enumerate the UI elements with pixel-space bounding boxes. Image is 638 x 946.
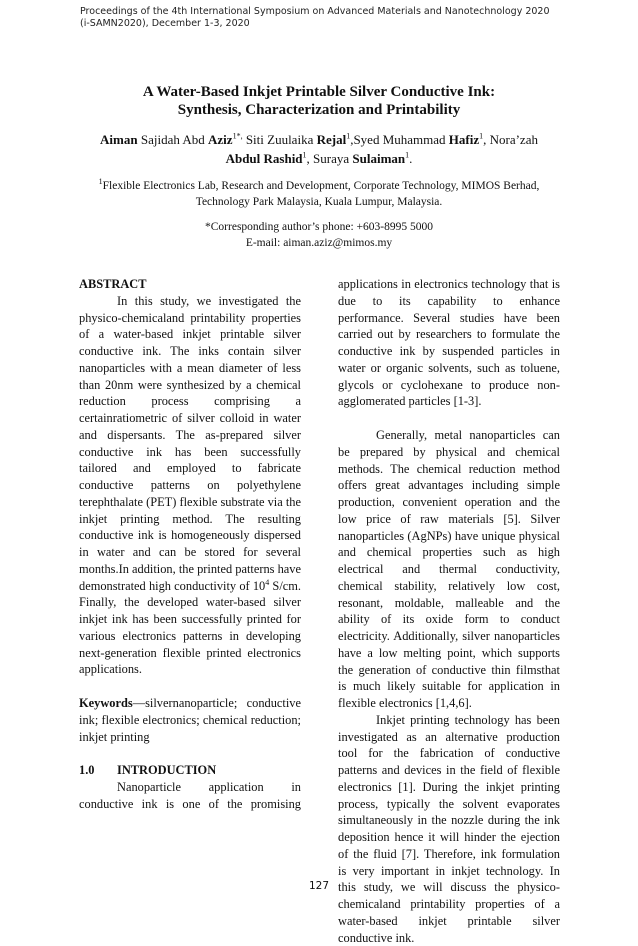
corresponding-phone: *Corresponding author’s phone: +603-8995 5000 [205, 221, 433, 233]
affiliation-line2: Technology Park Malaysia, Kuala Lumpur, Malaysia. [195, 196, 443, 208]
abstract-text-main: In this study, we investigated the physico-chemicaland printability properties of a water-based inkjet printable silver conductive ink. The inks contain silver nanoparticles with a mean diameter of less than 20nm were synthesized by a chemical reduction process comprising a certainratiometric of silver colloid in water and dispersants. The as-prepared silver conductive ink has been successfully tailored and employed to fabricate conductive patterns on polyethylene terephthalate (PET) flexible substrate via the inkjet printing method. The resulting conductive ink is homogeneously dispersed in water and can be stored for several months.In addition, the printed patterns have demonstrated high conductivity of 10 [79, 293, 301, 593]
author-1-affil-mark: 1*, [232, 131, 243, 141]
intro-paragraph-3: Inkjet printing technology has been investigated as an alternative production tool for the fabrication of conductive patterns and devices in the field of flexible electronics [1]. During the inkjet printing process, typically the solvent evaporates simultaneously in the nozzle during the ink deposition hence it will hinder the ejection of the fluid [7]. Therefore, ink formulation is very important in inkjet technology. In this study, we will discuss the physico-chemicaland printability properties of a water-based inkjet printable silver conductive ink. [338, 712, 560, 945]
keywords [79, 695, 301, 745]
running-header-line1: Proceedings of the 4th International Symposium on Advanced Materials and Nanotechnology 2020 [80, 6, 550, 17]
author-5-given: , Suraya [306, 151, 353, 166]
corresponding-email: E-mail: aiman.aziz@mimos.my [245, 237, 393, 249]
page-number: 127 [308, 880, 330, 892]
abstract-text-end: S/cm. Finally, the developed water-based silver inkjet ink has been successfully printed for various electronics patterns in developing next-generation flexible printed electronics applications. [79, 578, 302, 677]
intro-paragraph-1-continued: applications in electronics technology that is due to its capability to enhance performance. Several studies have been carried out by researchers to formulate the conductive ink by suspended particles in water or organic solvents, such as toluene, glycols or cyclohexane to produce non-agglomerated particles [1-3]. [338, 277, 560, 409]
abstract-heading: ABSTRACT [79, 277, 147, 291]
author-list [70, 130, 568, 168]
keywords-text: —silvernanoparticle; conductive ink; flexible electronics; chemical reduction; inkjet printing [79, 696, 301, 744]
author-4-surname: Abdul Rashid [225, 151, 303, 166]
author-5-surname: Sulaiman [352, 151, 406, 166]
introduction-title: INTRODUCTION [117, 763, 217, 778]
running-header-line2: (i-SAMN2020), December 1-3, 2020 [80, 18, 250, 29]
author-3-surname: Hafiz [448, 132, 480, 147]
title-line1: A Water-Based Inkjet Printable Silver Conductive Ink: [142, 84, 496, 100]
intro-paragraph-2: Generally, metal nanoparticles can be prepared by physical and chemical methods. The chemical reduction method offers great advantages including simple production, convenient operation and the low price of raw materials [5]. Silver nanoparticles (AgNPs) have unique physical and chemical properties such as high electrical and thermal conductivity, chemical stability, relatively low cost, resonant, moldable, malleable and the ability of its oxide form to conduct electricity. Additionally, silver nanoparticles have a low melting point, which supports the generation of conductive thin filmsthat is much likely suitable for application in flexible electronics [1,4,6]. [338, 428, 560, 710]
abstract-text [79, 293, 301, 678]
author-1-middle: Sajidah Abd [137, 132, 209, 147]
keywords-label: Keywords [79, 696, 133, 710]
corresponding-author [70, 219, 568, 251]
author-2-given: Siti Zuulaika [242, 132, 317, 147]
author-4-given: , Nora’zah [483, 132, 538, 147]
left-column [79, 276, 301, 813]
author-list-end: . [409, 151, 413, 166]
introduction-heading [79, 762, 301, 779]
author-3-given: ,Syed Muhammad [350, 132, 449, 147]
author-2-affil-mark: 1 [346, 131, 351, 141]
intro-paragraph-1: Nanoparticle application in conductive ink is one of the promising [79, 780, 301, 811]
author-5-affil-mark: 1 [405, 150, 410, 160]
paper-title [0, 83, 638, 119]
right-column [338, 276, 560, 946]
abstract-exponent: 4 [265, 577, 270, 587]
running-header [80, 6, 550, 30]
affiliation [70, 178, 568, 210]
affiliation-mark: 1 [98, 177, 103, 187]
author-2-surname: Rejal [316, 132, 347, 147]
introduction-number: 1.0 [79, 763, 95, 778]
author-1-first: Aiman [100, 132, 138, 147]
author-4-affil-mark: 1 [302, 150, 307, 160]
author-1-surname: Aziz [208, 132, 233, 147]
author-3-affil-mark: 1 [479, 131, 484, 141]
affiliation-line1: Flexible Electronics Lab, Research and Development, Corporate Technology, MIMOS Berhad, [102, 180, 540, 192]
title-line2: Synthesis, Characterization and Printability [177, 102, 461, 118]
